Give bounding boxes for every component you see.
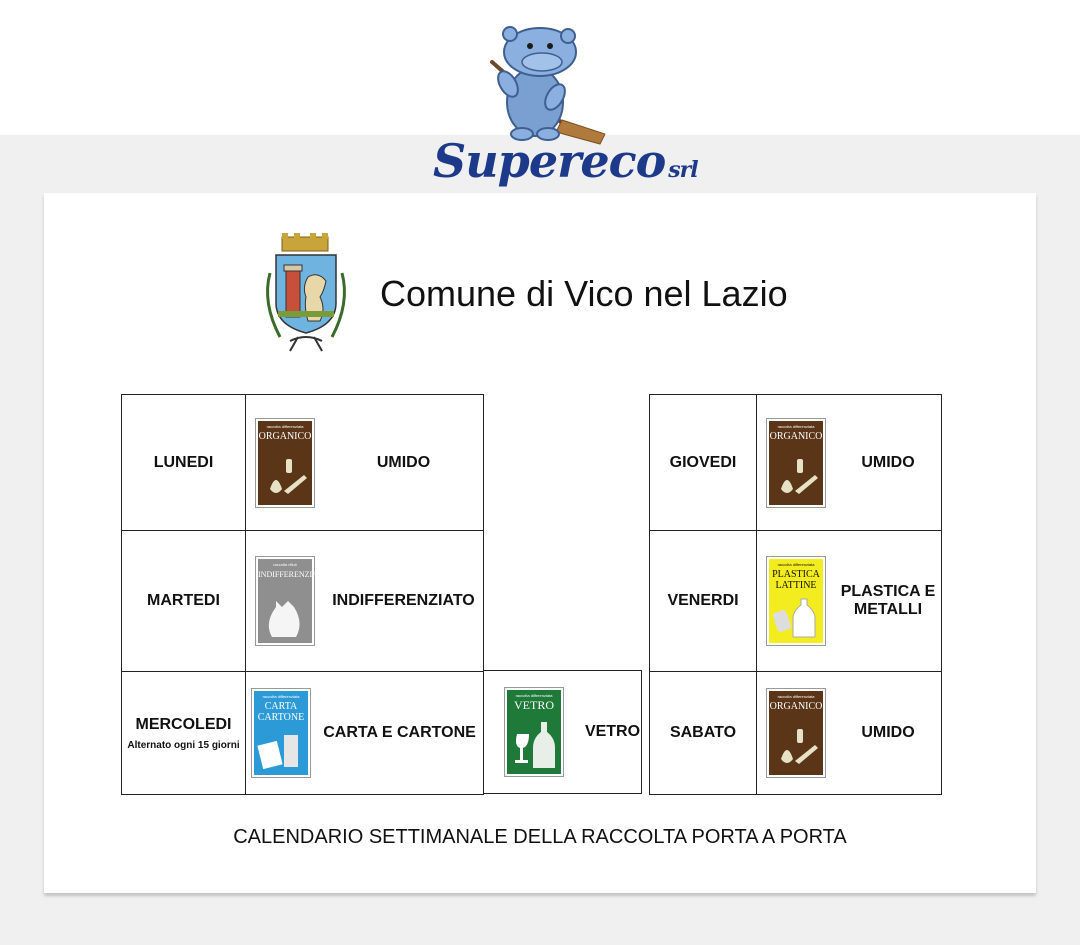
waste-type-label: CARTA E CARTONE — [323, 724, 476, 741]
table-row — [122, 672, 484, 795]
table-row — [650, 672, 942, 795]
crest-icon — [260, 233, 352, 359]
table-row — [122, 531, 484, 672]
waste-type-label: PLASTICA E METALLI — [840, 583, 936, 618]
organico-bin-icon: raccolta differenziata ORGANICO — [766, 418, 826, 508]
supereco-logo — [430, 22, 698, 192]
hippo-mascot-icon — [430, 22, 660, 147]
waste-type-cell — [757, 531, 942, 672]
schedule-table-vetro — [483, 670, 642, 794]
table-row — [650, 395, 942, 531]
day-label: LUNEDI — [122, 395, 246, 531]
waste-type-label: UMIDO — [376, 453, 431, 471]
waste-type-cell — [246, 531, 484, 672]
day-label: GIOVEDI — [650, 395, 757, 531]
waste-type-label: INDIFFERENZIATO — [332, 592, 475, 609]
day-label: MARTEDI — [122, 531, 246, 672]
plastica-bin-icon: raccolta differenziata PLASTICA LATTINE — [766, 556, 826, 646]
table-row — [650, 531, 942, 672]
waste-type-cell — [757, 672, 942, 795]
day-note: Alternato ogni 15 giorni — [127, 739, 240, 751]
waste-type-cell — [757, 395, 942, 531]
vetro-bin-icon: raccolta differenziata VETRO — [504, 687, 564, 777]
day-label: SABATO — [650, 672, 757, 795]
waste-type-label: VETRO — [584, 723, 641, 740]
table-row — [484, 671, 642, 794]
calendar-page — [44, 193, 1036, 893]
calendar-caption: CALENDARIO SETTIMANALE DELLA RACCOLTA PORTA A PORTA — [233, 826, 847, 848]
schedule-table-left — [121, 394, 484, 795]
waste-type-cell — [246, 672, 484, 795]
schedule-table-right — [649, 394, 942, 795]
carta-bin-icon: raccolta differenziata CARTA CARTONE — [251, 688, 311, 778]
day-label: VENERDI — [650, 531, 757, 672]
day-label-cell — [122, 672, 246, 795]
indifferenziata-bin-icon: raccolta rifiuti INDIFFERENZIATA — [255, 556, 315, 646]
waste-type-cell — [246, 395, 484, 531]
organico-bin-icon: raccolta differenziata ORGANICO — [766, 688, 826, 778]
brand-name: Supereco srl — [433, 134, 698, 188]
organico-bin-icon: raccolta differenziata ORGANICO — [255, 418, 315, 508]
waste-type-label: UMIDO — [861, 724, 915, 741]
waste-type-cell — [484, 671, 642, 794]
table-row — [122, 395, 484, 531]
comune-title: Comune di Vico nel Lazio — [380, 273, 788, 314]
waste-type-label: UMIDO — [861, 453, 915, 471]
day-label: MERCOLEDI — [135, 715, 232, 733]
